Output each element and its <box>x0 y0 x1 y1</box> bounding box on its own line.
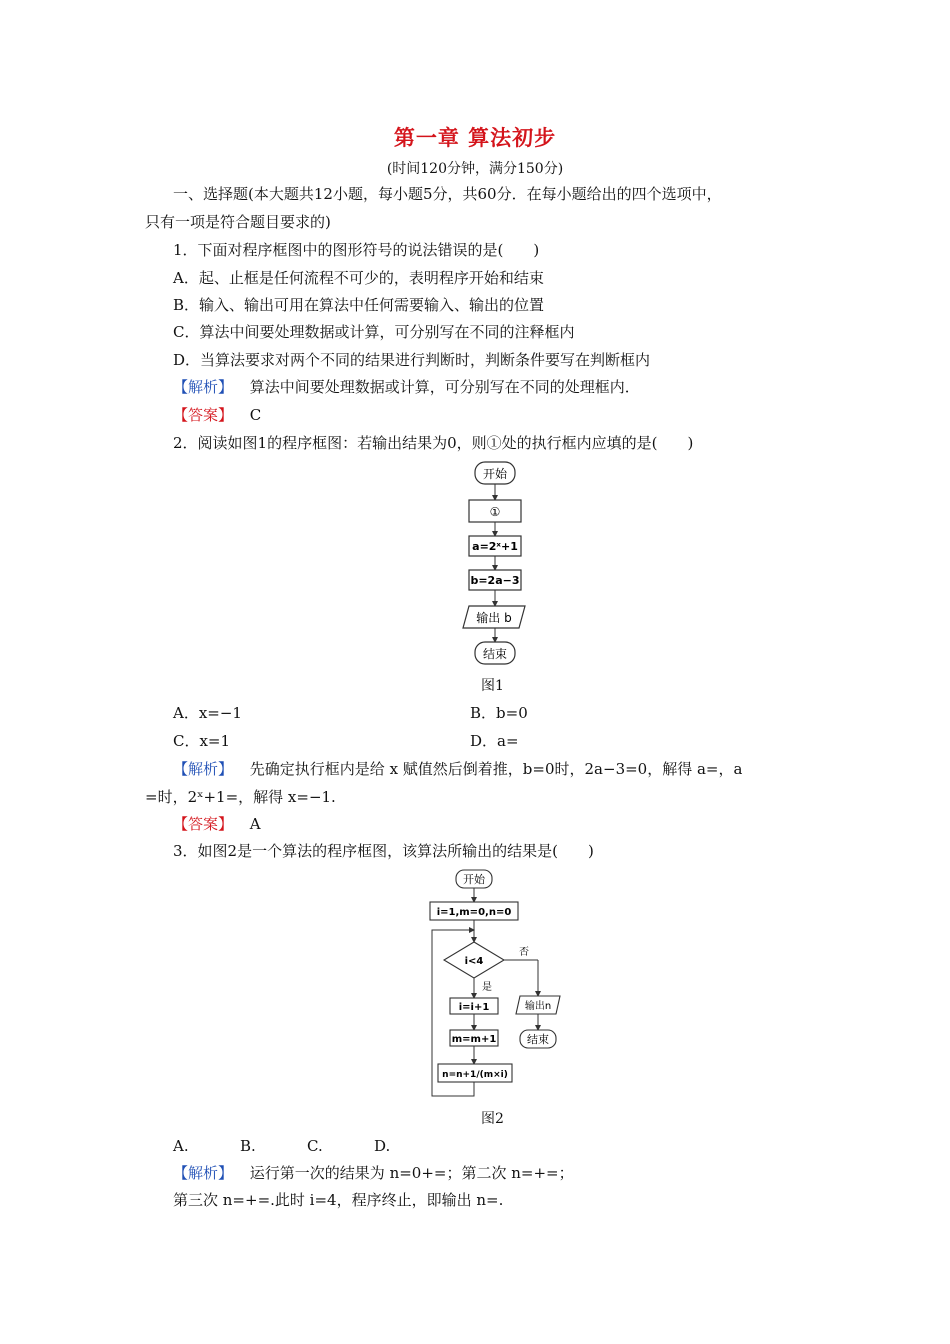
q2-analysis-line2: =时，2ˣ+1=，解得 x=−1. <box>145 788 336 806</box>
q3-analysis-row <box>173 1163 574 1183</box>
q1-stem: 1．下面对程序框图中的图形符号的说法错误的是( ) <box>173 241 540 259</box>
q1-option-a: A．起、止框是任何流程不可少的，表明程序开始和结束 <box>173 269 544 287</box>
end-label: 结束 <box>527 1033 549 1046</box>
answer-tag: 【答案】 <box>173 815 234 833</box>
chapter-title: 第一章 算法初步 <box>393 125 557 150</box>
analysis-tag: 【解析】 <box>173 1164 234 1182</box>
q2-option-d: D．a= <box>470 732 519 750</box>
q2-option-c: C．x=1 <box>173 732 231 750</box>
analysis-tag: 【解析】 <box>173 760 234 778</box>
q2-stem: 2．阅读如图1的程序框图：若输出结果为0，则①处的执行框内应填的是( ) <box>173 434 694 452</box>
q1-option-b: B．输入、输出可用在算法中任何需要输入、输出的位置 <box>173 296 545 314</box>
start-label: 开始 <box>463 873 485 886</box>
q2-analysis-row <box>173 759 742 779</box>
q2-option-a: A．x=−1 <box>173 704 242 722</box>
figure-2-caption: 图2 <box>481 1111 504 1127</box>
section-intro-line1: 一、选择题(本大题共12小题，每小题5分，共60分．在每小题给出的四个选项中， <box>173 185 722 203</box>
no-label: 否 <box>519 947 529 958</box>
yes-label: 是 <box>482 982 492 993</box>
q1-answer-row <box>173 405 261 425</box>
answer-tag: 【答案】 <box>173 406 234 424</box>
q3-option-d: D. <box>374 1137 391 1155</box>
step1-label: i=i+1 <box>458 1002 490 1013</box>
q3-analysis-line2: 第三次 n=+=.此时 i=4，程序终止，即输出 n=. <box>173 1191 504 1209</box>
q3-option-b: B. <box>240 1137 256 1155</box>
q2-analysis-line1: 先确定执行框内是给 x 赋值然后倒着推，b=0时，2a−3=0，解得 a=，a <box>249 760 743 778</box>
exam-info: (时间120分钟，满分150分) <box>386 161 564 177</box>
box2-label: a=2ˣ+1 <box>472 540 518 553</box>
box1-label: ① <box>489 505 501 519</box>
output-label: 输出 b <box>476 611 512 625</box>
q3-analysis-line1: 运行第一次的结果为 n=0+=；第二次 n=+=； <box>249 1164 574 1182</box>
q1-option-c: C．算法中间要处理数据或计算，可分别写在不同的注释框内 <box>173 323 575 341</box>
init-label: i=1,m=0,n=0 <box>436 907 512 918</box>
step3-label: n=n+1/(m×i) <box>442 1070 508 1080</box>
step2-label: m=m+1 <box>451 1034 497 1045</box>
end-label: 结束 <box>482 647 508 661</box>
q3-option-c: C. <box>307 1137 323 1155</box>
q3-option-a: A. <box>173 1137 189 1155</box>
q1-answer: C <box>249 406 262 424</box>
flowchart-figure-1 <box>455 458 535 668</box>
q2-answer: A <box>249 815 261 833</box>
q2-answer-row <box>173 814 261 834</box>
cond-label: i<4 <box>464 956 484 967</box>
start-label: 开始 <box>482 467 508 481</box>
output-label: 输出n <box>524 1001 552 1012</box>
analysis-tag: 【解析】 <box>173 378 234 396</box>
q3-stem: 3．如图2是一个算法的程序框图，该算法所输出的结果是( ) <box>173 842 594 860</box>
q1-option-d: D．当算法要求对两个不同的结果进行判断时，判断条件要写在判断框内 <box>173 351 651 369</box>
figure-1-caption: 图1 <box>481 678 504 694</box>
section-intro-line2: 只有一项是符合题目要求的) <box>145 213 331 231</box>
flowchart-figure-2 <box>420 866 570 1102</box>
q2-option-b: B．b=0 <box>470 704 528 722</box>
q1-analysis-row <box>173 377 640 397</box>
q1-analysis: 算法中间要处理数据或计算，可分别写在不同的处理框内． <box>249 378 640 396</box>
box3-label: b=2a−3 <box>470 574 520 587</box>
